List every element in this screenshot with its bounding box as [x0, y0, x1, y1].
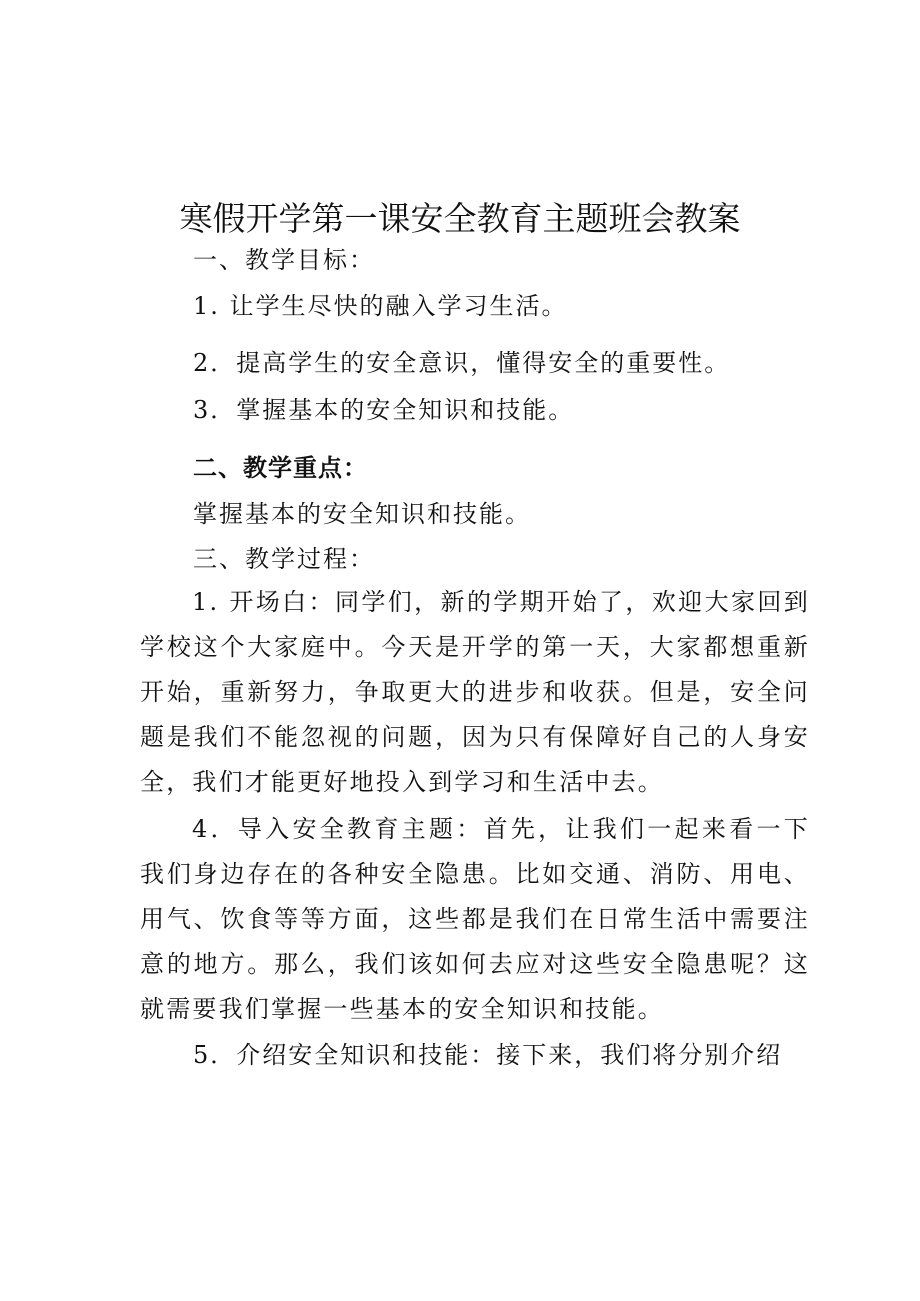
- document-title: 寒假开学第一课安全教育主题班会教案: [179, 199, 741, 238]
- process-heading: 三、教学过程：: [193, 545, 375, 573]
- objective-item-3: 3．掌握基本的安全知识和技能。: [193, 396, 575, 424]
- objective-item-1: 1. 让学生尽快的融入学习生活。: [193, 292, 568, 320]
- objectives-heading: 一、教学目标：: [193, 246, 375, 274]
- focus-heading: 二、教学重点：: [193, 454, 368, 482]
- process-paragraph-5: 5．介绍安全知识和技能：接下来，我们将分别介绍: [193, 1041, 783, 1069]
- process-paragraph-1: 1. 开场白：同学们，新的学期开始了，欢迎大家回到学校这个大家庭中。今天是开学的第一天，大家都想重新开始，重新努力，争取更大的进步和收获。但是，安全问题是我们不能忽视的问题，因为只有保障好自己的人身安全，我们才能更好地投入到学习和生活中去。: [140, 588, 810, 796]
- process-paragraph-4: 4．导入安全教育主题：首先，让我们一起来看一下我们身边存在的各种安全隐患。比如交通、消防、用电、用气、饮食等等方面，这些都是我们在日常生活中需要注意的地方。那么，我们该如何去应对这些安全隐患呢？这就需要我们掌握一些基本的安全知识和技能。: [140, 815, 810, 1023]
- focus-text: 掌握基本的安全知识和技能。: [193, 500, 531, 528]
- objective-item-2: 2．提高学生的安全意识，懂得安全的重要性。: [193, 349, 731, 377]
